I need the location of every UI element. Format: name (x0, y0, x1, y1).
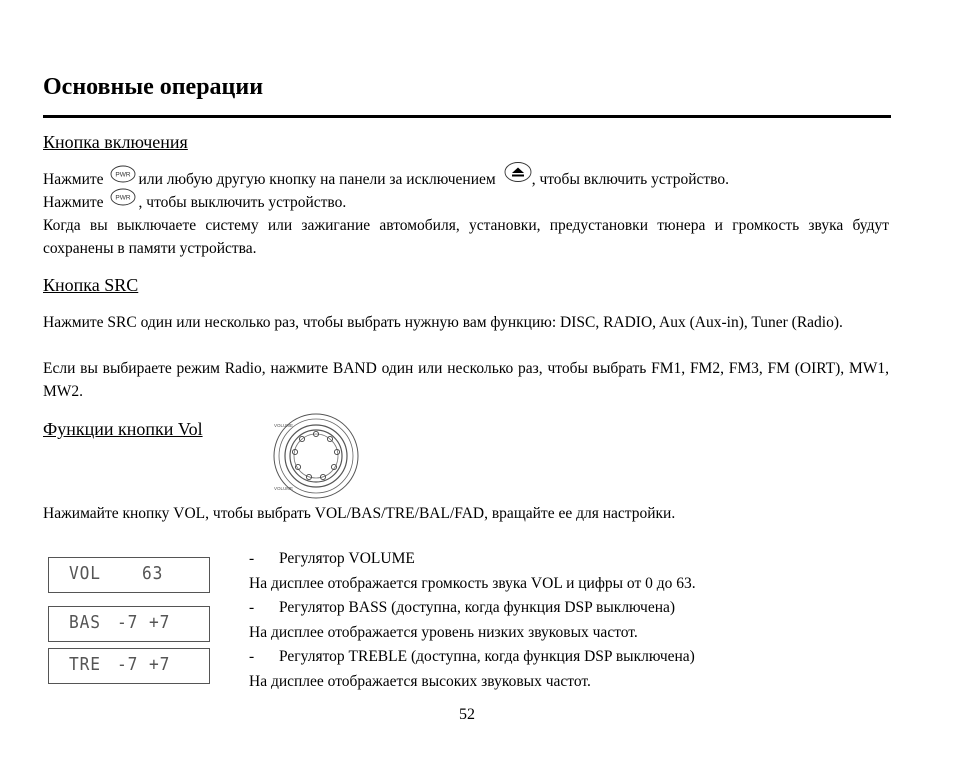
power-l1-b: или любую другую кнопку на панели за исключением (138, 171, 496, 188)
regulator-desc: На дисплее отображается громкость звука VOL и цифры от 0 до 63. (249, 574, 696, 592)
lcd-bas-value: -7 +7 (117, 612, 171, 633)
section-heading-vol: Функции кнопки Vol (43, 419, 203, 439)
regulator-title: Регулятор TREBLE (доступна, когда функция DSP выключена) (279, 648, 695, 665)
power-paragraph-2: Когда вы выключаете систему или зажигание автомобиля, установки, предустановки тюнера и громкость звука будут сохранены в памяти устройства. (43, 217, 889, 257)
lcd-bas-name: BAS (69, 612, 101, 633)
pwr-button-icon (110, 165, 136, 190)
power-line-2 (43, 191, 889, 214)
power-line-1 (43, 168, 889, 191)
lcd-tre-value: -7 +7 (117, 654, 171, 675)
regulator-desc: На дисплее отображается высоких звуковых частот. (249, 672, 591, 690)
lcd-display-tre (48, 648, 210, 684)
vol-paragraph-1: Нажимайте кнопку VOL, чтобы выбрать VOL/BAS/TRE/BAL/FAD, вращайте ее для настройки. (43, 505, 676, 522)
lcd-vol-name: VOL (69, 563, 101, 584)
regulator-title: Регулятор BASS (доступна, когда функция DSP выключена) (279, 599, 676, 616)
src-paragraph-1: Нажмите SRC один или несколько раз, чтобы выбрать нужную вам функцию: DISC, RADIO, Aux (Aux-in), Tuner (Radio). (43, 314, 843, 331)
section-heading-power: Кнопка включения (43, 132, 188, 152)
regulators-list (249, 547, 696, 694)
lcd-vol-value: 63 (142, 563, 164, 584)
knob-bottom-label: VOLUME (274, 486, 294, 491)
regulator-desc: На дисплее отображается уровень низких звуковых частот. (249, 623, 638, 641)
volume-knob-icon (270, 410, 362, 507)
regulator-title: Регулятор VOLUME (279, 550, 415, 567)
power-l1-c: , чтобы включить устройство. (531, 171, 729, 188)
power-l2-b: , чтобы выключить устройство. (138, 194, 347, 211)
page-number: 52 (459, 706, 475, 723)
list-item: - Регулятор TREBLE (доступна, когда функция DSP выключена) (249, 648, 695, 665)
list-item: - Регулятор VOLUME (249, 550, 415, 567)
section-heading-src: Кнопка SRC (43, 275, 139, 295)
pwr-icon-label: PWR (114, 171, 131, 179)
pwr-button-icon (110, 188, 136, 213)
eject-button-icon (504, 161, 532, 190)
knob-top-label: VOLUME (274, 423, 294, 428)
page-title: Основные операции (43, 74, 264, 100)
pwr-icon-label: PWR (114, 194, 131, 202)
lcd-display-vol (48, 557, 210, 593)
lcd-tre-name: TRE (69, 654, 101, 675)
list-item: - Регулятор BASS (доступна, когда функция DSP выключена) (249, 599, 676, 616)
title-divider (43, 115, 891, 118)
src-paragraph-2: Если вы выбираете режим Radio, нажмите BAND один или несколько раз, чтобы выбрать FM1, FM2, FM3, FM (OIRT), MW1, MW2. (43, 360, 889, 400)
power-l2-a: Нажмите (43, 194, 104, 211)
lcd-display-bas (48, 606, 210, 642)
power-l1-a: Нажмите (43, 171, 104, 188)
